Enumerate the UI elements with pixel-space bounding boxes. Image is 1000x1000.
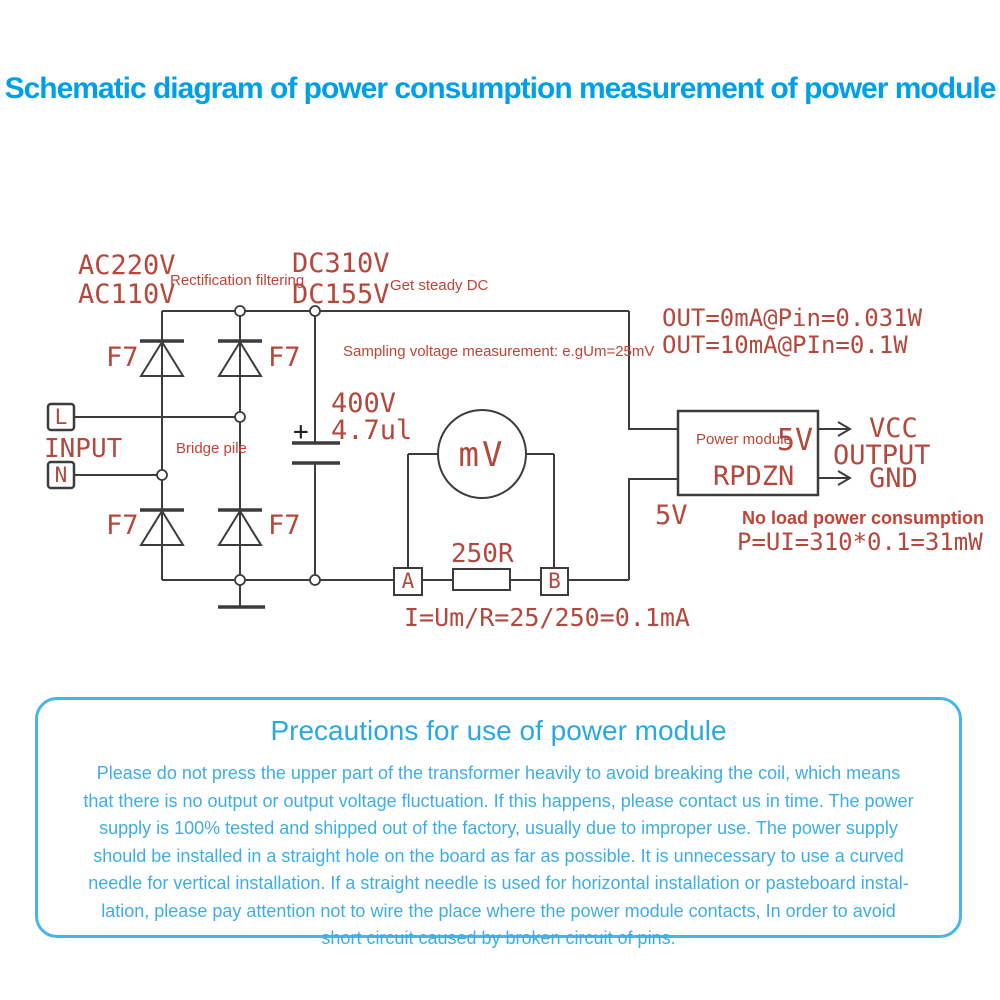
output-voltage-label: 5V [655, 500, 688, 531]
power-module-name: Power module [696, 431, 792, 448]
rectification-note: Rectification filtering [170, 272, 305, 289]
terminal-l-label: L [54, 404, 68, 429]
terminal-a-label: A [401, 569, 415, 593]
power-module-model: RPDZN [713, 461, 795, 492]
output-pin-label: OUTPUT [833, 440, 931, 471]
capacitor-voltage-label: 400V [331, 388, 397, 419]
diode-label-f7: F7 [268, 342, 301, 373]
precautions-heading: Precautions for use of power module [270, 715, 727, 746]
precautions-line: that there is no output or output voltage fluctuation. If this happens, please contact us in time. The power [83, 790, 914, 811]
capacitor-polarity-sign: + [293, 417, 309, 447]
precautions-line: Please do not press the upper part of the transformer heavily to avoid breaking the coil, which means [96, 763, 901, 783]
resistor-value-label: 250R [451, 539, 514, 569]
precautions-line: supply is 100% tested and shipped out of the factory, usually due to improper use. The power supply [99, 818, 898, 838]
ac110v-label: AC110V [78, 279, 176, 310]
precautions-panel [35, 697, 962, 948]
precautions-line: should be installed in a straight hole on the board as far as possible. It is unnecessary to use a curved [93, 845, 904, 866]
dc310v-label: DC310V [292, 248, 390, 279]
diode-label-f7: F7 [106, 510, 139, 541]
diode-label-f7: F7 [106, 342, 139, 373]
input-label: INPUT [44, 434, 123, 464]
out-0ma-measurement: OUT=0mA@Pin=0.031W [662, 304, 923, 332]
power-module-voltage: 5V [777, 423, 814, 458]
bridge-pile-label: Bridge pile [176, 440, 247, 457]
terminal-n-label: N [54, 462, 68, 487]
sampling-note: Sampling voltage measurement: e.gUm=25mV [343, 343, 655, 360]
precautions-line: lation, please pay attention not to wire the place where the power module contacts, In order to avoid [101, 900, 896, 921]
gnd-pin-label: GND [869, 463, 918, 494]
dc155v-label: DC155V [292, 279, 390, 310]
terminal-b-label: B [548, 569, 561, 593]
diode-label-f7: F7 [268, 510, 301, 541]
get-steady-dc-note: Get steady DC [390, 277, 489, 294]
vcc-pin-label: VCC [869, 413, 918, 444]
precautions-body [38, 760, 959, 953]
out-10ma-measurement: OUT=10mA@PIn=0.1W [662, 331, 908, 359]
precautions-line: short circuit caused by broken circuit of pins. [321, 928, 676, 948]
ac220v-label: AC220V [78, 250, 176, 281]
page-title: Schematic diagram of power consumption measurement of power module [4, 72, 996, 105]
precautions-line: needle for vertical installation. If a straight needle is used for horizontal installation or pasteboard instal- [88, 873, 909, 893]
current-formula: I=Um/R=25/250=0.1mA [404, 603, 690, 632]
no-load-formula: P=UI=310*0.1=31mW [737, 528, 983, 556]
mv-meter-label: mV [458, 435, 506, 475]
no-load-title: No load power consumption [742, 508, 984, 528]
capacitor-value-label: 4.7ul [331, 415, 413, 446]
